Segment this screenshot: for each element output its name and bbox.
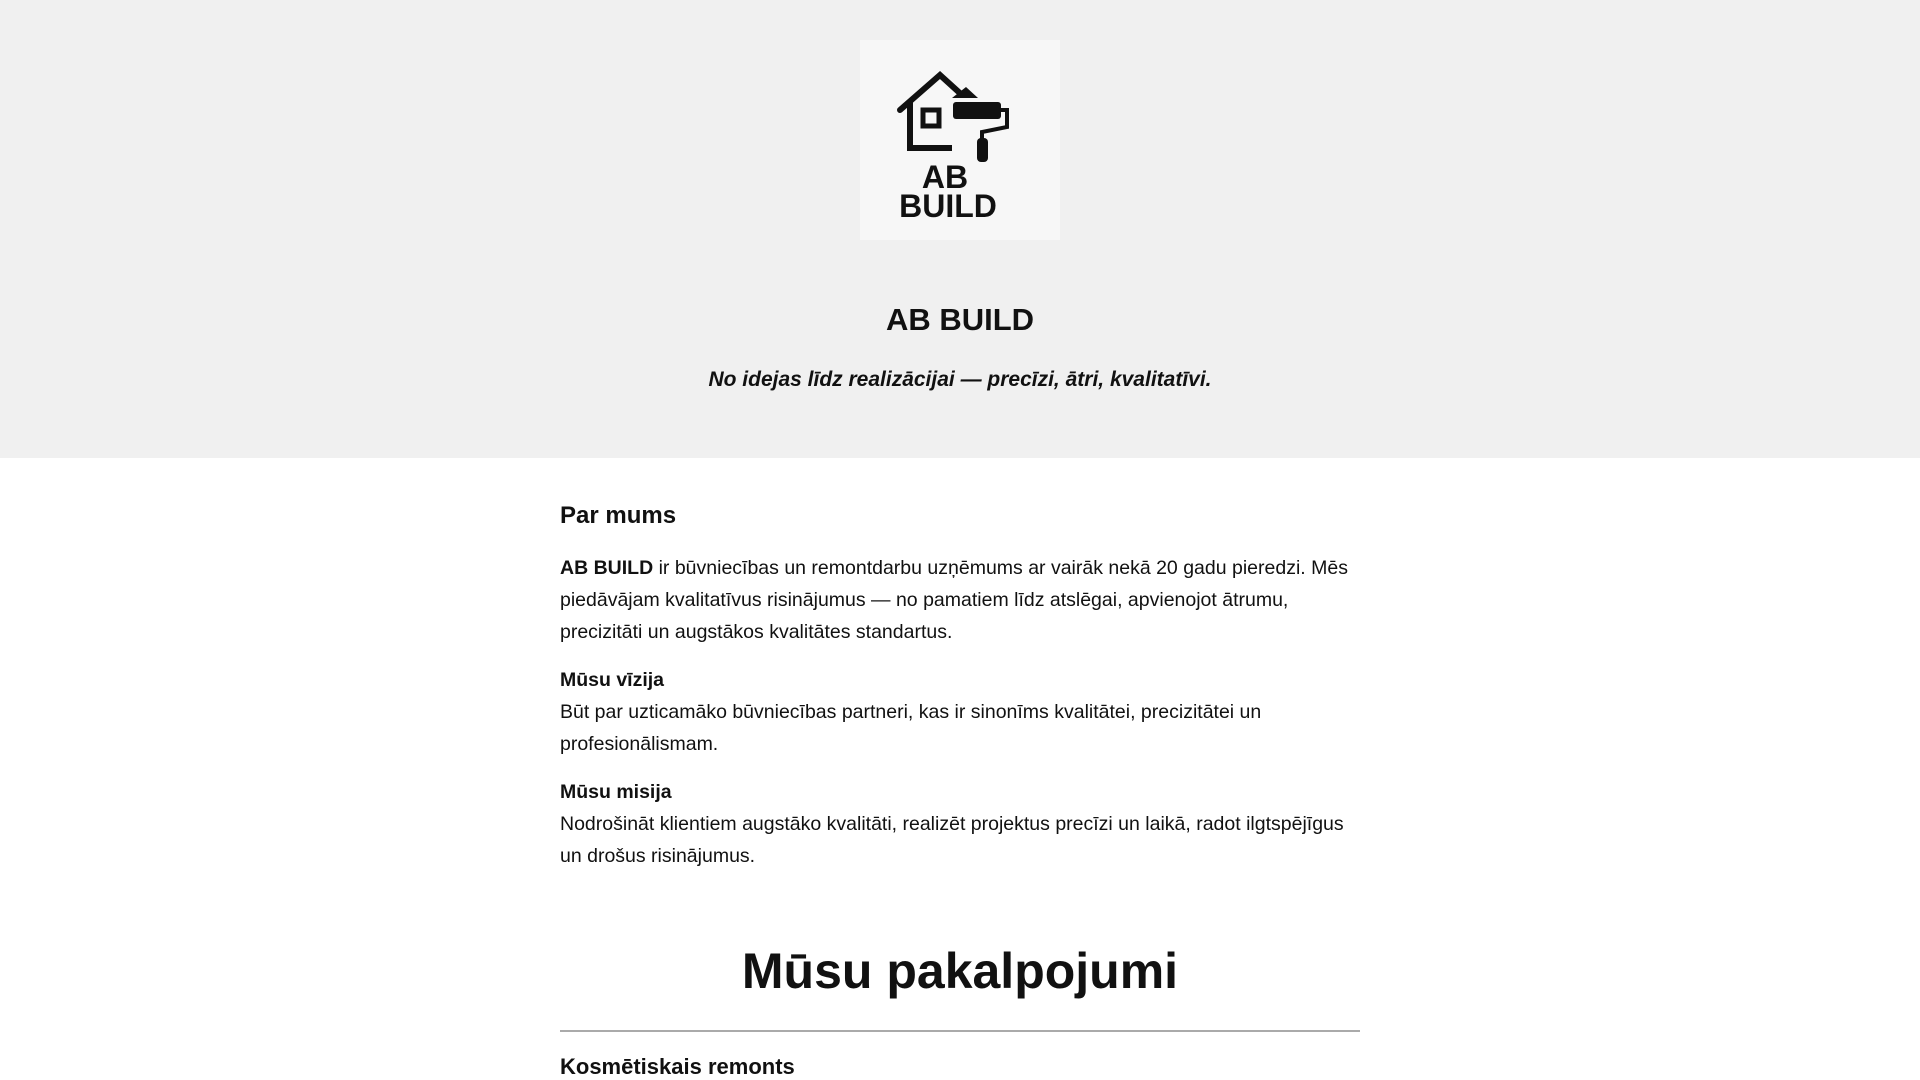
logo (860, 40, 1060, 240)
brand-name: AB BUILD (560, 557, 654, 579)
svg-text:AB: AB (921, 159, 969, 195)
mission-block (560, 776, 1360, 872)
svg-text:BUILD: BUILD (899, 188, 997, 220)
vision-block (560, 664, 1360, 760)
mission-title: Mūsu misija (560, 781, 672, 803)
service-item-title: Kosmētiskais remonts (560, 1054, 795, 1079)
vision-text: Būt par uzticamāko būvniecības partneri, kas ir sinonīms kvalitātei, precizitātei un profesionālismam. (560, 701, 1262, 755)
house-paint-roller-icon (890, 60, 1030, 220)
site-title: AB BUILD (885, 302, 1035, 337)
hero-header (0, 0, 1920, 458)
services-heading: Mūsu pakalpojumi (741, 943, 1179, 999)
intro-text: ir būvniecības un remontdarbu uzņēmums ar vairāk nekā 20 gadu pieredzi. Mēs piedāvājam kvalitatīvus risinājumus — no pamatiem līdz atslēgai, apvienojot ātrumu, precizitāti un augstākos kvalitātes standartus. (560, 557, 1348, 643)
about-heading: Par mums (560, 502, 677, 529)
main-content (560, 458, 1360, 1080)
divider (560, 1030, 1360, 1032)
tagline: No idejas līdz realizācijai — precīzi, ātri, kvalitatīvi. (708, 368, 1212, 391)
about-intro (560, 552, 1360, 648)
vision-title: Mūsu vīzija (560, 669, 665, 691)
mission-text: Nodrošināt klientiem augstāko kvalitāti, realizēt projektus precīzi un laikā, radot ilgtspējīgus un drošus risinājumus. (560, 813, 1344, 867)
